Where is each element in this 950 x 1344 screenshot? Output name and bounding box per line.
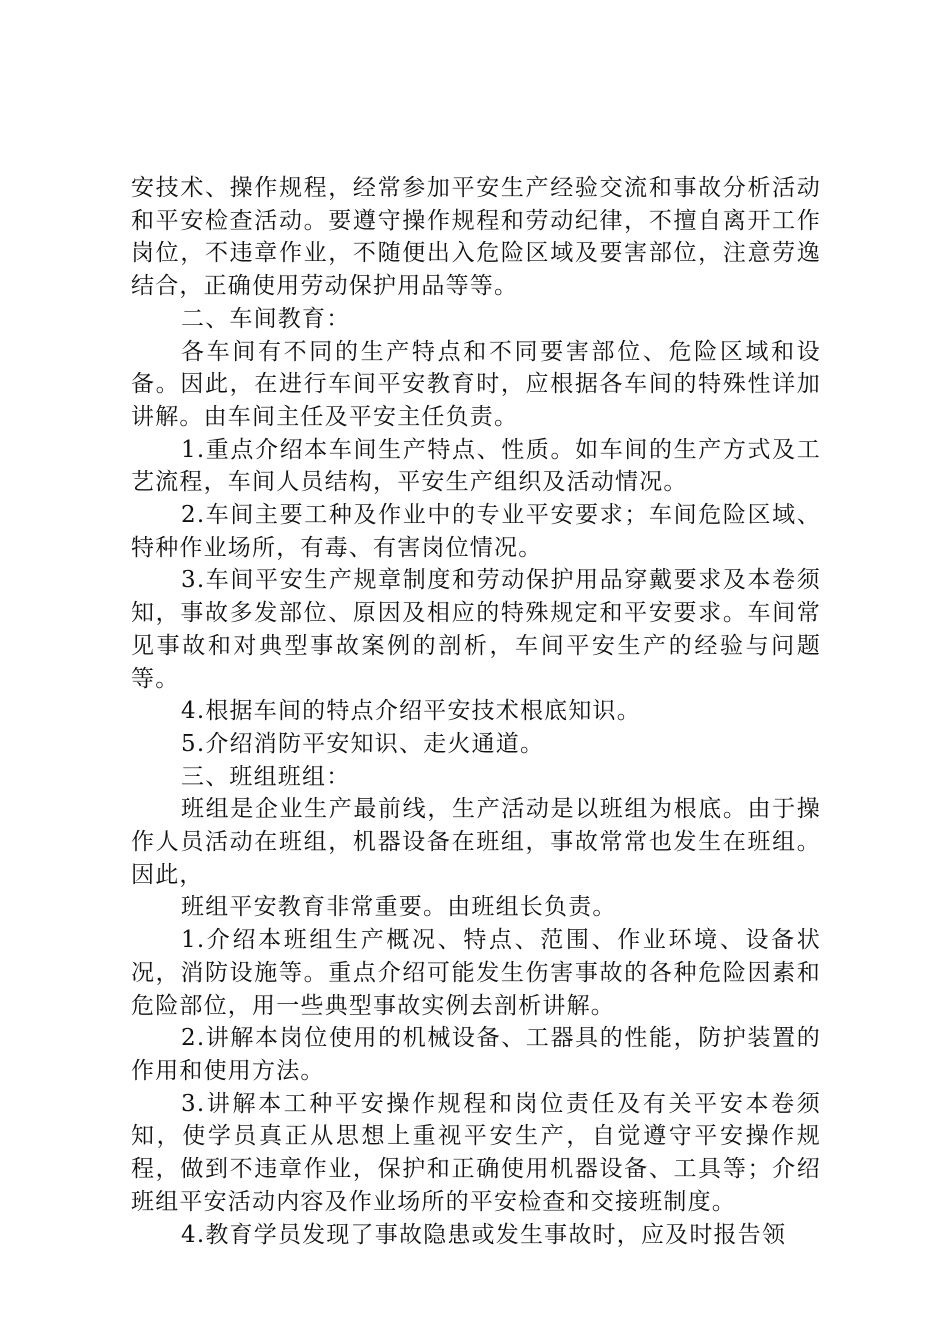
paragraph-team-intro: 班组是企业生产最前线，生产活动是以班组为根底。由于操作人员活动在班组，机器设备在班组，事故常常也发生在班组。因此， [131, 796, 821, 888]
paragraph-continuation: 安技术、操作规程，经常参加平安生产经验交流和事故分析活动和平安检查活动。要遵守操作规程和劳动纪律，不擅自离开工作岗位，不违章作业，不随便出入危险区域及要害部位，注意劳逸结合，正确使用劳动保护用品等等。 [131, 175, 821, 300]
list-item-workshop-5: 5.介绍消防平安知识、走火通道。 [181, 730, 545, 757]
list-item-team-4: 4.教育学员发现了事故隐患或发生事故时，应及时报告领 [181, 1221, 787, 1248]
list-item-workshop-3: 3.车间平安生产规章制度和劳动保护用品穿戴要求及本卷须知，事故多发部位、原因及相应的特殊规定和平安要求。车间常见事故和对典型事故案例的剖析，车间平安生产的经验与问题等。 [131, 567, 821, 692]
section-heading-workshop: 二、车间教育： [181, 305, 351, 332]
list-item-team-2: 2.讲解本岗位使用的机械设备、工器具的性能，防护装置的作用和使用方法。 [131, 1025, 821, 1084]
list-item-team-1: 1.介绍本班组生产概况、特点、范围、作业环境、设备状况，消防设施等。重点介绍可能发生伤害事故的各种危险因素和危险部位，用一些典型事故实例去剖析讲解。 [131, 927, 821, 1019]
list-item-workshop-2: 2.车间主要工种及作业中的专业平安要求；车间危险区域、特种作业场所，有毒、有害岗位情况。 [131, 502, 821, 561]
list-item-workshop-1: 1.重点介绍本车间生产特点、性质。如车间的生产方式及工艺流程，车间人员结构，平安生产组织及活动情况。 [131, 436, 821, 496]
section-heading-team: 三、班组班组： [181, 763, 351, 790]
document-page [131, 172, 821, 1251]
paragraph-team-importance: 班组平安教育非常重要。由班组长负责。 [181, 894, 617, 921]
list-item-workshop-4: 4.根据车间的特点介绍平安技术根底知识。 [181, 698, 641, 725]
list-item-team-3: 3.讲解本工种平安操作规程和岗位责任及有关平安本卷须知，使学员真正从思想上重视平安生产，自觉遵守平安操作规程，做到不违章作业，保护和正确使用机器设备、工具等；介绍班组平安活动内容及作业场所的平安检查和交接班制度。 [131, 1090, 821, 1215]
paragraph-workshop-intro: 各车间有不同的生产特点和不同要害部位、危险区域和设备。因此，在进行车间平安教育时，应根据各车间的特殊性详加讲解。由车间主任及平安主任负责。 [131, 338, 821, 430]
